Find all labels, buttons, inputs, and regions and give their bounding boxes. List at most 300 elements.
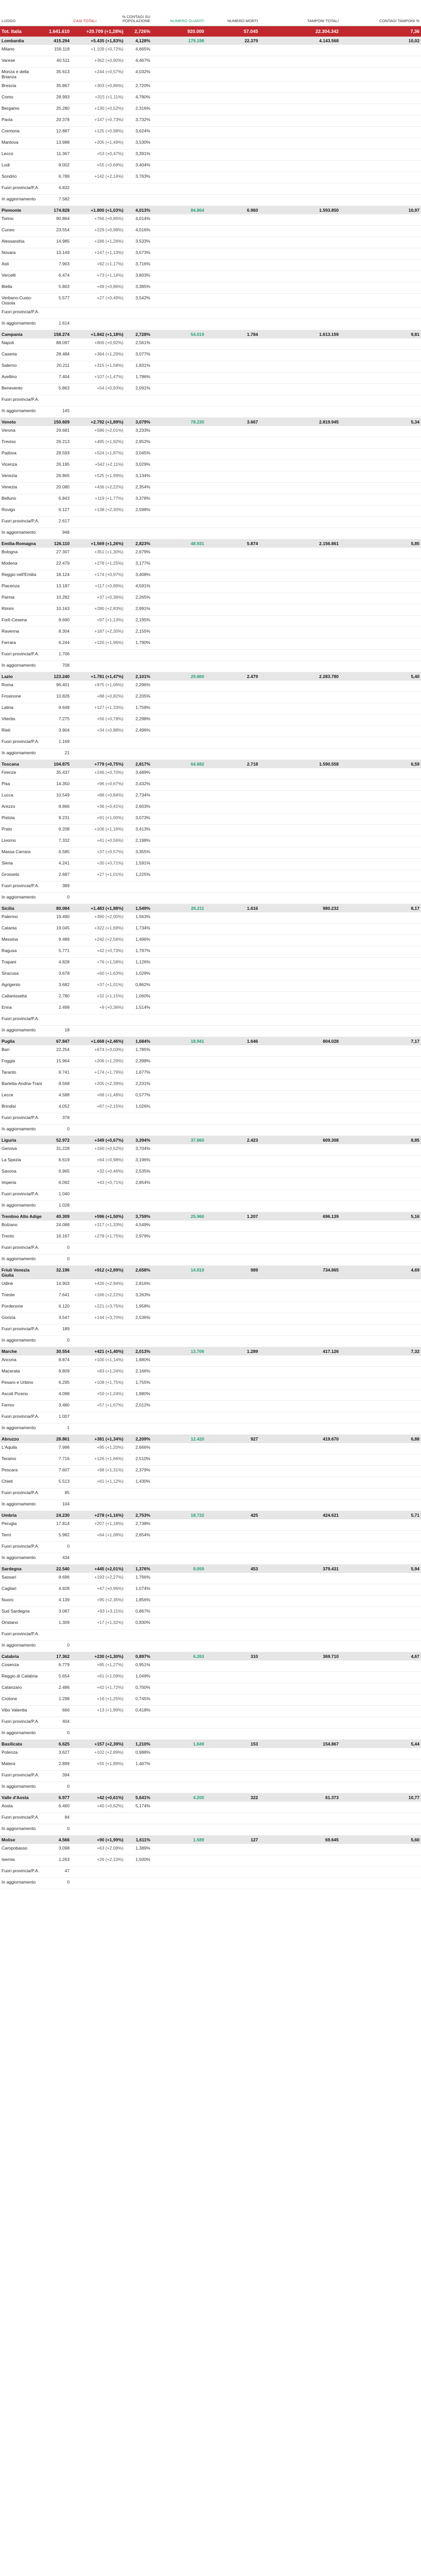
province-row <box>0 226 421 237</box>
province-row <box>0 505 421 517</box>
province-delta: +322 (+1,69%) <box>71 924 125 935</box>
province-spacer <box>152 172 421 183</box>
province-name: Ferrara <box>0 638 44 650</box>
province-name: In aggiornamento <box>0 1026 44 1037</box>
province-delta: +73 (+1,14%) <box>71 271 125 282</box>
province-delta: +13 (+1,99%) <box>71 1706 125 1717</box>
region-recovered <box>152 1037 206 1046</box>
province-spacer <box>152 958 421 969</box>
region-row[interactable] <box>0 539 421 548</box>
province-delta: +50 (+1,24%) <box>71 1389 125 1401</box>
province-row <box>0 1542 421 1553</box>
province-spacer <box>152 1178 421 1190</box>
province-row <box>0 593 421 604</box>
province-row <box>0 1125 421 1136</box>
province-cases: 3.678 <box>44 969 71 980</box>
province-spacer <box>152 825 421 836</box>
region-cases: 158.274 <box>44 330 71 339</box>
province-delta: +49 (+0,86%) <box>71 282 125 294</box>
province-delta: +242 (+2,56%) <box>71 935 125 946</box>
province-cases: 10.826 <box>44 692 71 703</box>
province-delta: +186 (+1,26%) <box>71 237 125 248</box>
region-row[interactable] <box>0 1511 421 1520</box>
province-spacer <box>152 848 421 859</box>
province-pct: 3,134% <box>125 471 151 483</box>
province-delta <box>71 1553 125 1565</box>
province-name: Enna <box>0 1003 44 1014</box>
col-header-contagi-tamponi[interactable]: CONTAGI TAMPONI % <box>340 0 421 26</box>
province-delta: +54 (+0,93%) <box>71 384 125 395</box>
province-delta: +119 (+1,77%) <box>71 494 125 505</box>
province-name: Cremona <box>0 127 44 138</box>
region-tests: 804.028 <box>260 1037 341 1046</box>
province-name: Fuori provincia/P.A. <box>0 1488 44 1500</box>
province-row <box>0 161 421 172</box>
province-delta: +280 (+2,83%) <box>71 604 125 616</box>
province-spacer <box>152 859 421 870</box>
total-row <box>0 26 421 37</box>
province-name: Siena <box>0 859 44 870</box>
province-cases: 0 <box>44 1824 71 1836</box>
province-pct: 2,398% <box>125 1057 151 1068</box>
province-name: Venezia <box>0 483 44 494</box>
province-pct: 1,785% <box>125 1045 151 1057</box>
province-row <box>0 1079 421 1091</box>
province-cases: 22.479 <box>44 559 71 570</box>
province-pct: 2,379% <box>125 1466 151 1477</box>
province-delta: +364 (+1,29%) <box>71 350 125 361</box>
province-name: Verona <box>0 426 44 437</box>
province-name: Piacenza <box>0 582 44 593</box>
province-name: Rimini <box>0 604 44 616</box>
province-pct <box>125 195 151 206</box>
province-row <box>0 1867 421 1878</box>
province-delta: +26 (+2,10%) <box>71 1855 125 1867</box>
province-pct: 2,734% <box>125 791 151 802</box>
province-pct: 0,745% <box>125 1694 151 1706</box>
province-row <box>0 638 421 650</box>
province-spacer <box>152 1291 421 1302</box>
province-name: Isernia <box>0 1855 44 1867</box>
region-tests: 1.590.558 <box>260 760 341 769</box>
province-cases: 8.002 <box>44 161 71 172</box>
province-spacer <box>152 768 421 779</box>
province-pct <box>125 737 151 749</box>
region-recovered <box>152 1836 206 1844</box>
province-pct: 3,404% <box>125 161 151 172</box>
province-row <box>0 45 421 56</box>
province-delta <box>71 1542 125 1553</box>
province-spacer <box>152 1190 421 1201</box>
region-pct: 3,759% <box>125 1212 151 1221</box>
province-row <box>0 1844 421 1855</box>
province-pct: 3,385% <box>125 282 151 294</box>
province-pct: 3,704% <box>125 1144 151 1156</box>
region-row[interactable] <box>0 1836 421 1844</box>
region-row[interactable] <box>0 330 421 339</box>
province-row <box>0 1813 421 1824</box>
province-delta: +41 (+0,56%) <box>71 836 125 848</box>
province-name: Reggio nell'Emilia <box>0 570 44 582</box>
province-cases: 1 <box>44 1423 71 1435</box>
province-name: Fuori provincia/P.A. <box>0 1717 44 1728</box>
province-name: Venezia <box>0 471 44 483</box>
province-pct <box>125 1336 151 1347</box>
province-delta <box>71 1500 125 1511</box>
col-header-casi-totali[interactable]: CASI TOTALI <box>44 0 98 26</box>
province-pct <box>125 1553 151 1565</box>
province-cases: 145 <box>44 406 71 418</box>
province-row <box>0 1824 421 1836</box>
province-name: La Spezia <box>0 1156 44 1167</box>
province-delta <box>71 1412 125 1423</box>
province-cases: 84 <box>44 1813 71 1824</box>
province-delta <box>71 1190 125 1201</box>
province-pct <box>125 1641 151 1652</box>
province-name: In aggiornamento <box>0 1824 44 1836</box>
province-row <box>0 1573 421 1584</box>
region-row[interactable] <box>0 37 421 45</box>
col-header-luogo[interactable]: LUOGO <box>0 0 44 26</box>
province-pct: 5,174% <box>125 1802 151 1813</box>
region-recovered-value: 12.420 <box>191 1436 205 1442</box>
province-pct <box>125 1014 151 1026</box>
region-row[interactable] <box>0 1212 421 1221</box>
province-name: Bari <box>0 1045 44 1057</box>
province-name: In aggiornamento <box>0 195 44 206</box>
region-pct: 2,209% <box>125 1435 151 1444</box>
region-cases: 126.110 <box>44 539 71 548</box>
province-spacer <box>152 924 421 935</box>
province-delta: +351 (+1,30%) <box>71 548 125 559</box>
province-cases: 7.404 <box>44 372 71 384</box>
region-row[interactable] <box>0 1347 421 1356</box>
province-name: Fuori provincia/P.A. <box>0 1412 44 1423</box>
province-delta: +32 (+0,46%) <box>71 1167 125 1178</box>
col-header-contagi-popolazione[interactable]: % CONTAGI SU POPOLAZIONE <box>98 0 151 26</box>
province-cases: 1.614 <box>44 319 71 330</box>
province-delta: +542 (+2,11%) <box>71 460 125 471</box>
province-name: Alessandria <box>0 237 44 248</box>
region-row[interactable] <box>0 206 421 215</box>
region-row[interactable] <box>0 1266 421 1280</box>
region-delta: +445 (+2,01%) <box>71 1565 125 1573</box>
region-name: Emilia-Romagna <box>0 539 44 548</box>
region-delta: +1.569 (+1,26%) <box>71 539 125 548</box>
province-cases: 7.716 <box>44 1454 71 1466</box>
province-row <box>0 248 421 260</box>
province-pct: 2,316% <box>125 104 151 115</box>
province-row <box>0 1466 421 1477</box>
col-header-tamponi[interactable]: TAMPONI TOTALI <box>260 0 341 26</box>
province-row <box>0 308 421 319</box>
province-name: Aosta <box>0 1802 44 1813</box>
province-name: Fuori provincia/P.A. <box>0 1813 44 1824</box>
province-name: In aggiornamento <box>0 1201 44 1212</box>
province-spacer <box>152 1045 421 1057</box>
province-delta: +88 (+0,84%) <box>71 791 125 802</box>
province-name: Savona <box>0 1167 44 1178</box>
province-row <box>0 1412 421 1423</box>
province-delta: +68 (+1,48%) <box>71 1091 125 1102</box>
province-spacer <box>152 627 421 638</box>
province-delta <box>71 1423 125 1435</box>
province-delta <box>71 1771 125 1782</box>
province-cases: 22.254 <box>44 1045 71 1057</box>
province-delta: +426 (+2,94%) <box>71 1279 125 1291</box>
province-cases: 0 <box>44 1728 71 1740</box>
province-spacer <box>152 969 421 980</box>
region-delta: +912 (+2,89%) <box>71 1266 125 1280</box>
region-cases: 104.875 <box>44 760 71 769</box>
province-spacer <box>152 1618 421 1630</box>
province-pct: 3,408% <box>125 570 151 582</box>
province-delta: +221 (+3,75%) <box>71 1302 125 1313</box>
region-row[interactable] <box>0 1136 421 1145</box>
province-cases <box>44 395 71 406</box>
region-recovered <box>152 1793 206 1802</box>
province-pct <box>125 1325 151 1336</box>
region-deaths: 127 <box>206 1836 259 1844</box>
province-cases: 6.120 <box>44 1302 71 1313</box>
province-pct: 2,603% <box>125 802 151 814</box>
province-row <box>0 372 421 384</box>
province-row <box>0 870 421 882</box>
province-spacer <box>152 350 421 361</box>
province-cases: 434 <box>44 1553 71 1565</box>
province-delta <box>71 1782 125 1793</box>
province-pct <box>125 1125 151 1136</box>
region-row[interactable] <box>0 1652 421 1661</box>
region-deaths: 3.667 <box>206 418 259 427</box>
col-header-guariti[interactable]: NUMERO GUARITI <box>152 0 206 26</box>
province-delta <box>71 1813 125 1824</box>
province-name: Pordenone <box>0 1302 44 1313</box>
region-row[interactable] <box>0 760 421 769</box>
col-header-morti[interactable]: NUMERO MORTI <box>206 0 259 26</box>
region-cases: 40.309 <box>44 1212 71 1221</box>
province-spacer <box>152 661 421 672</box>
province-spacer <box>152 1855 421 1867</box>
province-cases: 4.241 <box>44 859 71 870</box>
province-cases: 4.828 <box>44 958 71 969</box>
province-spacer <box>152 593 421 604</box>
province-delta <box>71 1026 125 1037</box>
province-row <box>0 183 421 195</box>
province-cases: 0 <box>44 1641 71 1652</box>
region-row[interactable] <box>0 1740 421 1749</box>
province-cases: 2.486 <box>44 1683 71 1694</box>
province-spacer <box>152 1279 421 1291</box>
province-spacer <box>152 570 421 582</box>
province-delta: +244 (+0,57%) <box>71 67 125 81</box>
region-deaths: 1.784 <box>206 330 259 339</box>
province-pct: 1,856% <box>125 1596 151 1607</box>
province-row <box>0 1802 421 1813</box>
region-name: Abruzzo <box>0 1435 44 1444</box>
province-spacer <box>152 93 421 104</box>
province-spacer <box>152 282 421 294</box>
province-name: Sassari <box>0 1573 44 1584</box>
province-delta: +37 (+1,01%) <box>71 980 125 992</box>
region-tests: 980.232 <box>260 904 341 913</box>
region-deaths: 310 <box>206 1652 259 1661</box>
province-pct <box>125 319 151 330</box>
region-ratio: 6,59 <box>340 760 421 769</box>
region-delta: +1.842 (+1,18%) <box>71 330 125 339</box>
province-pct <box>125 1878 151 1889</box>
province-row <box>0 1221 421 1232</box>
province-cases: 3.682 <box>44 980 71 992</box>
province-pct: 1,786% <box>125 372 151 384</box>
region-pct: 2,728% <box>125 330 151 339</box>
province-row <box>0 1014 421 1026</box>
province-cases: 3.547 <box>44 1313 71 1325</box>
region-delta: +42 (+0,61%) <box>71 1793 125 1802</box>
province-cases: 28.484 <box>44 350 71 361</box>
region-recovered-value: 14.819 <box>191 1267 205 1273</box>
province-spacer <box>152 1401 421 1412</box>
region-pct: 5,641% <box>125 1793 151 1802</box>
province-name: In aggiornamento <box>0 1641 44 1652</box>
region-pct: 2,753% <box>125 1511 151 1520</box>
region-row[interactable] <box>0 1435 421 1444</box>
region-recovered-value: 4.200 <box>193 1795 205 1800</box>
province-cases: 7.275 <box>44 715 71 726</box>
province-cases: 25.280 <box>44 104 71 115</box>
province-spacer <box>152 1802 421 1813</box>
region-name: Trentino Alto Adige <box>0 1212 44 1221</box>
region-name: Liguria <box>0 1136 44 1145</box>
province-name: Taranto <box>0 1068 44 1079</box>
province-delta <box>71 1125 125 1136</box>
province-row <box>0 1232 421 1243</box>
province-delta: +524 (+1,87%) <box>71 449 125 460</box>
region-row[interactable] <box>0 1565 421 1573</box>
province-delta <box>71 1113 125 1125</box>
province-name: Potenza <box>0 1748 44 1759</box>
province-spacer <box>152 1079 421 1091</box>
province-cases: 13.988 <box>44 138 71 149</box>
region-tests: 69.645 <box>260 1836 341 1844</box>
region-ratio: 5,94 <box>340 1565 421 1573</box>
province-name: Frosinone <box>0 692 44 703</box>
region-recovered-value: 37.860 <box>191 1138 205 1143</box>
province-name: In aggiornamento <box>0 893 44 904</box>
province-name: Fuori provincia/P.A. <box>0 517 44 528</box>
province-cases: 5.863 <box>44 384 71 395</box>
region-row[interactable] <box>0 672 421 681</box>
province-cases: 5.654 <box>44 1672 71 1683</box>
region-row[interactable] <box>0 904 421 913</box>
province-pct: 4,591% <box>125 582 151 593</box>
total-tests: 22.304.342 <box>260 26 341 37</box>
province-delta: +126 (+1,66%) <box>71 1454 125 1466</box>
province-spacer <box>152 361 421 372</box>
province-row <box>0 1488 421 1500</box>
province-name: Roma <box>0 681 44 692</box>
region-recovered <box>152 1435 206 1444</box>
province-spacer <box>152 426 421 437</box>
province-cases: 156.118 <box>44 45 71 56</box>
region-row[interactable] <box>0 1037 421 1046</box>
province-cases: 1.028 <box>44 1201 71 1212</box>
province-name: Fuori provincia/P.A. <box>0 1867 44 1878</box>
province-cases: 13.187 <box>44 582 71 593</box>
province-name: Perugia <box>0 1519 44 1531</box>
province-spacer <box>152 1660 421 1672</box>
province-cases: 47 <box>44 1867 71 1878</box>
province-delta: +315 (+1,58%) <box>71 361 125 372</box>
province-cases: 40.511 <box>44 56 71 67</box>
region-row[interactable] <box>0 418 421 427</box>
province-pct: 4,549% <box>125 1221 151 1232</box>
region-ratio: 7,17 <box>340 1037 421 1046</box>
province-spacer <box>152 1771 421 1782</box>
province-pct <box>125 1113 151 1125</box>
region-recovered <box>152 330 206 339</box>
region-recovered-value: 25.960 <box>191 1214 205 1219</box>
region-cases: 123.240 <box>44 672 71 681</box>
province-name: Lecco <box>0 149 44 161</box>
province-delta: +246 (+0,70%) <box>71 768 125 779</box>
region-row[interactable] <box>0 1793 421 1802</box>
region-ratio: 5,34 <box>340 418 421 427</box>
region-name: Piemonte <box>0 206 44 215</box>
province-pct: 0,830% <box>125 1618 151 1630</box>
province-pct: 2,536% <box>125 1313 151 1325</box>
province-row <box>0 1243 421 1255</box>
province-name: Campobasso <box>0 1844 44 1855</box>
province-cases: 16.167 <box>44 1232 71 1243</box>
province-delta: +127 (+1,33%) <box>71 703 125 715</box>
province-delta: +125 (+0,98%) <box>71 127 125 138</box>
province-name: Messina <box>0 935 44 946</box>
province-cases: 2.687 <box>44 870 71 882</box>
province-name: Ragusa <box>0 946 44 958</box>
province-name: Ascoli Piceno <box>0 1389 44 1401</box>
province-row <box>0 1553 421 1565</box>
province-delta: +436 (+2,22%) <box>71 483 125 494</box>
province-pct: 3,263% <box>125 1291 151 1302</box>
region-deaths: 153 <box>206 1740 259 1749</box>
province-delta: +96 (+0,67%) <box>71 779 125 791</box>
province-spacer <box>152 1782 421 1793</box>
region-ratio: 8,17 <box>340 904 421 913</box>
province-pct: 2,666% <box>125 1443 151 1454</box>
province-spacer <box>152 437 421 449</box>
province-spacer <box>152 1466 421 1477</box>
province-pct: 2,979% <box>125 1232 151 1243</box>
province-cases: 708 <box>44 661 71 672</box>
province-pct: 3,530% <box>125 138 151 149</box>
province-row <box>0 138 421 149</box>
province-delta: +83 (+1,24%) <box>71 1367 125 1378</box>
province-pct: 3,489% <box>125 768 151 779</box>
province-row <box>0 1389 421 1401</box>
province-name: Lecce <box>0 1091 44 1102</box>
province-row <box>0 791 421 802</box>
province-pct <box>125 650 151 661</box>
province-spacer <box>152 237 421 248</box>
province-spacer <box>152 384 421 395</box>
province-row <box>0 1068 421 1079</box>
province-spacer <box>152 1694 421 1706</box>
province-delta: +36 (+0,41%) <box>71 802 125 814</box>
province-name: Cuneo <box>0 226 44 237</box>
province-spacer <box>152 528 421 539</box>
province-row <box>0 395 421 406</box>
